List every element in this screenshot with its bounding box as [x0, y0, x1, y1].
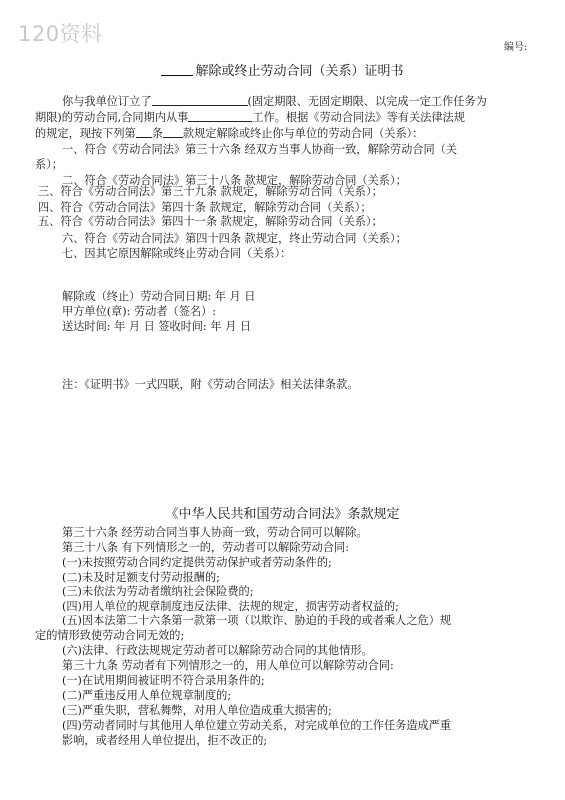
- body-text: 款规定解除或终止你与单位的劳动合同（关系）：: [182, 127, 424, 140]
- note: 注：《证明书》一式四联，附《劳动合同法》相关法律条款。: [62, 378, 359, 391]
- law-line: (二)未及时足额支付劳动报酬的;: [62, 571, 220, 584]
- body-text: (固定期限、无固定期限、以完成一定工作任务为: [247, 95, 487, 108]
- clause-blank[interactable]: [163, 126, 183, 138]
- document-title: [0, 60, 565, 79]
- document-number-label: 编号:: [504, 42, 528, 53]
- law-title: 《中华人民共和国劳动合同法》条款规定: [165, 507, 400, 522]
- article-blank[interactable]: [136, 126, 152, 138]
- item-5: 五、符合《劳动合同法》第四十一条 款规定，解除劳动合同（关系）；: [38, 215, 383, 228]
- law-line: 定的情形致使劳动合同无效的;: [35, 629, 185, 642]
- job-blank[interactable]: [188, 110, 252, 122]
- body-line-1: [62, 94, 487, 110]
- law-line: (一)未按照劳动合同约定提供劳动保护或者劳动条件的;: [62, 556, 332, 569]
- law-line: (二)严重违反用人单位规章制度的;: [62, 689, 232, 702]
- law-line: (四)劳动者同时与其他用人单位建立劳动关系，对完成单位的工作任务造成严重: [62, 719, 452, 732]
- body-text: 期限)的劳动合同,合同期内从事: [35, 111, 189, 124]
- termination-date-line: 解除或（终止）劳动合同日期: 年 月 日: [62, 290, 256, 303]
- law-line: (四)用人单位的规章制度违反法律、法规的规定，损害劳动者权益的;: [62, 600, 399, 613]
- signature-line: 甲方单位(章): 劳动者（签名）:: [62, 305, 217, 318]
- body-text: 条: [151, 127, 163, 140]
- law-line: 第三十六条 经劳动合同当事人协商一致，劳动合同可以解除。: [62, 526, 368, 539]
- body-line-3: [35, 126, 423, 142]
- law-line: 第三十八条 有下列情形之一的，劳动者可以解除劳动合同:: [62, 541, 350, 554]
- body-text: 工作。根据《劳动合同法》等有关法律法规: [252, 111, 465, 124]
- item-1: 一、符合《劳动合同法》第三十六条 经双方当事人协商一致，解除劳动合同（关: [62, 143, 458, 156]
- document-title-text: 解除或终止劳动合同（关系）证明书: [195, 64, 404, 79]
- body-text: 你与我单位订立了: [62, 95, 152, 108]
- item-7: 七、因其它原因解除或终止劳动合同（关系）：: [62, 247, 292, 260]
- title-blank[interactable]: [161, 64, 193, 76]
- law-line: (一)在试用期间被证明不符合录用条件的;: [62, 674, 265, 687]
- law-line: (三)未依法为劳动者缴纳社会保险费的;: [62, 585, 254, 598]
- law-line: 影响，或者经用人单位提出，拒不改正的;: [62, 734, 268, 747]
- law-line: (五)因本法第二十六条第一款第一项（以欺诈、胁迫的手段的或者乘人之危）规: [62, 614, 452, 627]
- item-1-cont: 系）；: [35, 158, 63, 171]
- body-line-2: [35, 110, 465, 126]
- law-line: 第三十九条 劳动者有下列情形之一的，用人单位可以解除劳动合同:: [62, 659, 394, 672]
- watermark: 120资料: [18, 22, 103, 46]
- contract-type-blank[interactable]: [152, 94, 248, 106]
- body-text: 的规定，现按下列第: [35, 127, 136, 140]
- law-line: (三)严重失职，营私舞弊，对用人单位造成重大损害的;: [62, 704, 332, 717]
- item-3: 三、符合《劳动合同法》第三十九条 款规定，解除劳动合同（关系）；: [38, 185, 383, 198]
- law-line: (六)法律、行政法规规定劳动者可以解除劳动合同的其他情形。: [62, 644, 373, 657]
- item-2: 二、符合《劳动合同法》第三十八条 款规定，解除劳动合同（关系）；: [62, 174, 407, 187]
- item-4: 四、符合《劳动合同法》第四十条 款规定，解除劳动合同（关系）；: [38, 201, 372, 214]
- delivery-time-line: 送达时间: 年 月 日 签收时间: 年 月 日: [62, 320, 252, 333]
- item-6: 六、符合《劳动合同法》第四十四条 款规定，终止劳动合同（关系）；: [62, 232, 407, 245]
